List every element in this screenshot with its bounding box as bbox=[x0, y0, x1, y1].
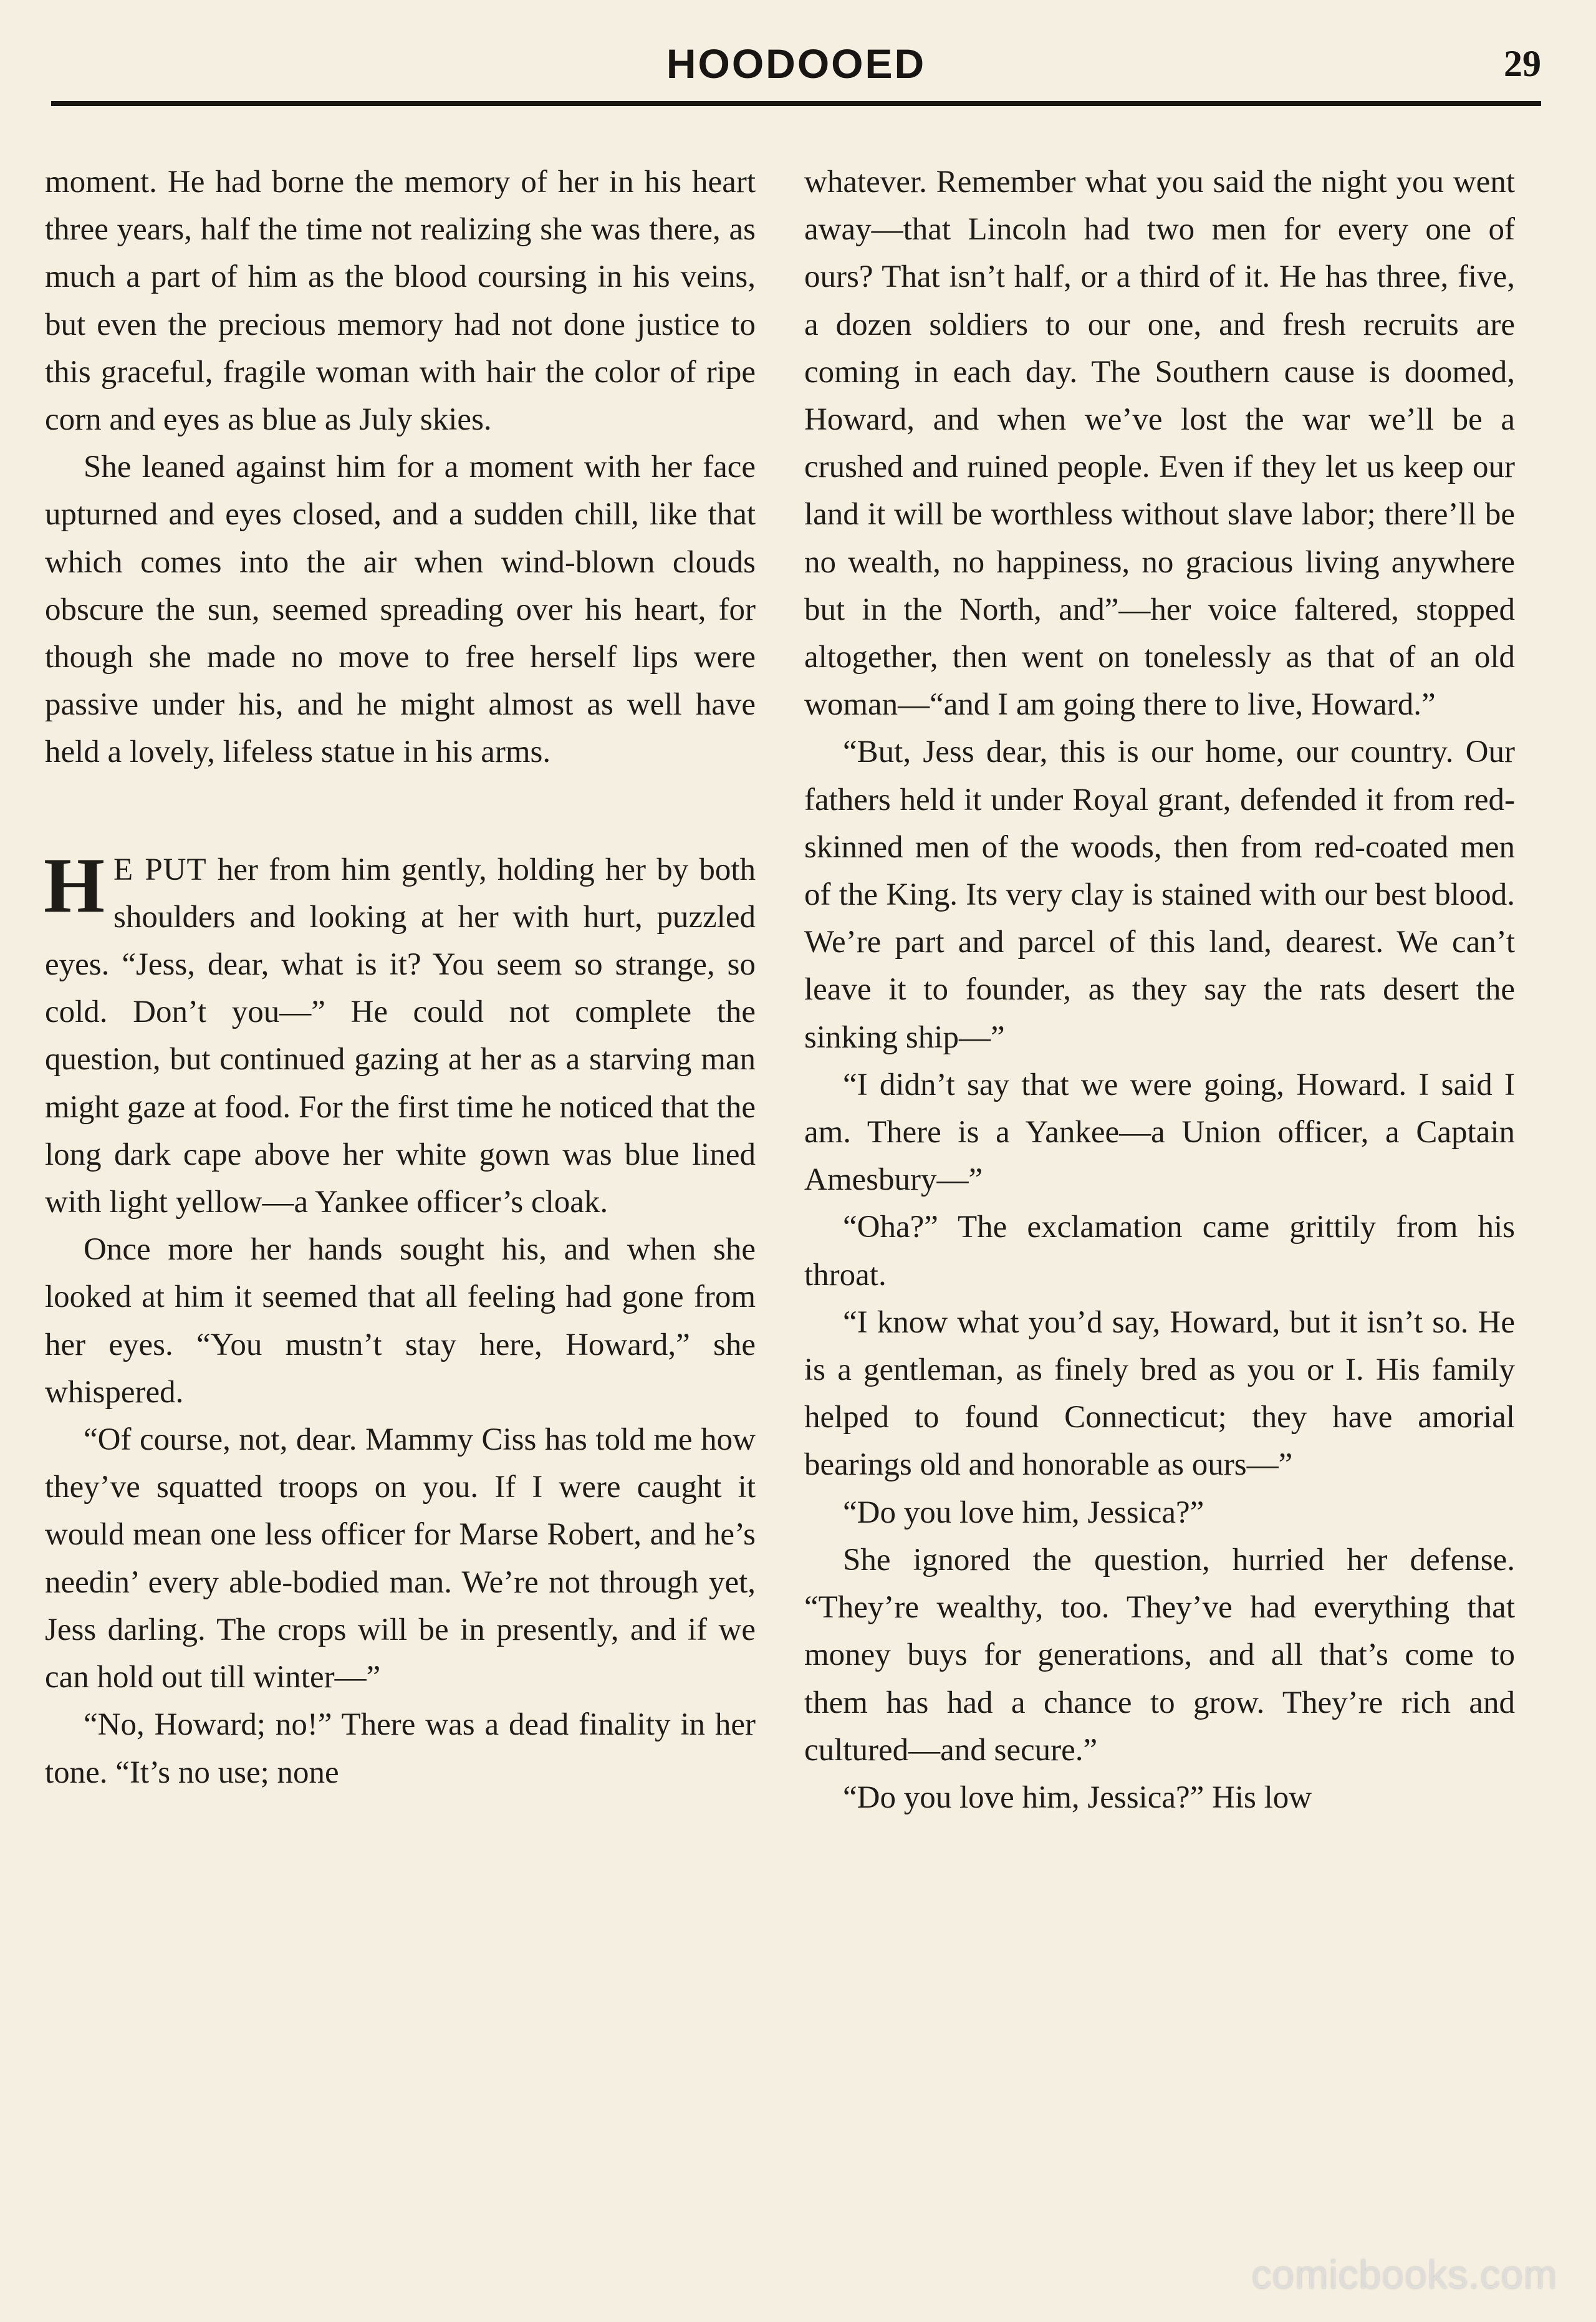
left-column bbox=[45, 158, 756, 1796]
right-paragraph-5: “I know what you’d say, Howard, but it isn’t so. He is a gentleman, as finely bred as you or I. His family helped to found Connecticut; they have amorial bearings old and honorable as ours—” bbox=[804, 1304, 1515, 1483]
left-paragraph-1: moment. He had borne the memory of her in his heart three years, half the time not realizing she was there, as much a part of him as the blood coursing in his veins, but even the precious memory had not done justice to this graceful, fragile woman with hair the color of ripe corn and eyes as blue as July skies. bbox=[45, 165, 756, 438]
lead-in-text: E PUT bbox=[113, 852, 207, 887]
right-paragraph-1: whatever. Remember what you said the night you went away—that Lincoln had two men for every one of ours? That isn’t half, or a third of it. He has three, five, a dozen soldiers to our one, and fresh recruits are coming in each day. The Southern cause is doomed, Howard, and when we’ve lost the war we’ll be a crushed and ruined people. Even if they let us keep our land it will be worthless without slave labor; there’ll be no wealth, no happiness, no gracious living anywhere but in the North, and”—her voice faltered, stopped altogether, then went on tonelessly as that of an old woman—“and I am going there to live, Howard.” bbox=[804, 165, 1515, 723]
page-number: 29 bbox=[1504, 43, 1541, 84]
right-paragraph-6: “Do you love him, Jessica?” bbox=[843, 1495, 1204, 1530]
page-header bbox=[51, 39, 1541, 106]
left-paragraph-6: “No, Howard; no!” There was a dead finality in her tone. “It’s no use; none bbox=[45, 1707, 756, 1790]
right-paragraph-8: “Do you love him, Jessica?” His low bbox=[843, 1780, 1312, 1815]
right-column bbox=[804, 158, 1515, 1821]
section-break bbox=[45, 776, 756, 846]
drop-cap-letter: H bbox=[44, 842, 105, 929]
header-rule bbox=[51, 101, 1541, 106]
right-paragraph-3: “I didn’t say that we were going, Howard. I said I am. There is a Yankee—a Union officer, a Captain Amesbury—” bbox=[804, 1067, 1515, 1198]
dropcap-paragraph-text: her from him gently, holding her by both shoulders and looking at her with hurt, puzzled eyes. “Jess, dear, what is it? You seem so strange, so cold. Don’t you—” He could not complete the question, but continued gazing at her as a starving man might gaze at food. For the first time he noticed that the long dark cape above her white gown was blue lined with light yellow—a Yankee officer’s cloak. bbox=[45, 852, 756, 1220]
left-paragraph-5: “Of course, not, dear. Mammy Ciss has told me how they’ve squatted troops on you. If I were caught it would mean one less officer for Marse Robert, and he’s needin’ every able-bodied man. We’re not through yet, Jess darling. The crops will be in presently, and if we can hold out till winter—” bbox=[45, 1422, 756, 1695]
left-paragraph-4: Once more her hands sought his, and when she looked at him it seemed that all feeling had gone from her eyes. “You mustn’t stay here, Howard,” she whispered. bbox=[45, 1232, 756, 1410]
right-paragraph-2: “But, Jess dear, this is our home, our country. Our fathers held it under Royal grant, defended it from red-skinned men of the woods, then from red-coated men of the King. Its very clay is stained with our best blood. We’re part and parcel of this land, dearest. We can’t leave it to founder, as they say the rats desert the sinking ship—” bbox=[804, 735, 1515, 1055]
left-paragraph-2: She leaned against him for a moment with her face upturned and eyes closed, and a sudden chill, like that which comes into the air when wind-blown clouds obscure the sun, seemed spreading over his heart, for though she made no move to free herself lips were passive under his, and he might almost as well have held a lovely, lifeless statue in his arms. bbox=[45, 450, 756, 770]
running-title: HOODOOED bbox=[666, 41, 926, 87]
right-paragraph-7: She ignored the question, hurried her defense. “They’re wealthy, too. They’ve had everything that money buys for generations, and all that’s come to them has had a chance to grow. They’re rich and cultured—and secure.” bbox=[804, 1542, 1515, 1768]
dropcap-paragraph bbox=[44, 842, 756, 1226]
right-paragraph-4: “Oha?” The exclamation came grittily from his throat. bbox=[804, 1210, 1515, 1293]
source-watermark: comicbooks.com bbox=[1251, 2252, 1557, 2297]
